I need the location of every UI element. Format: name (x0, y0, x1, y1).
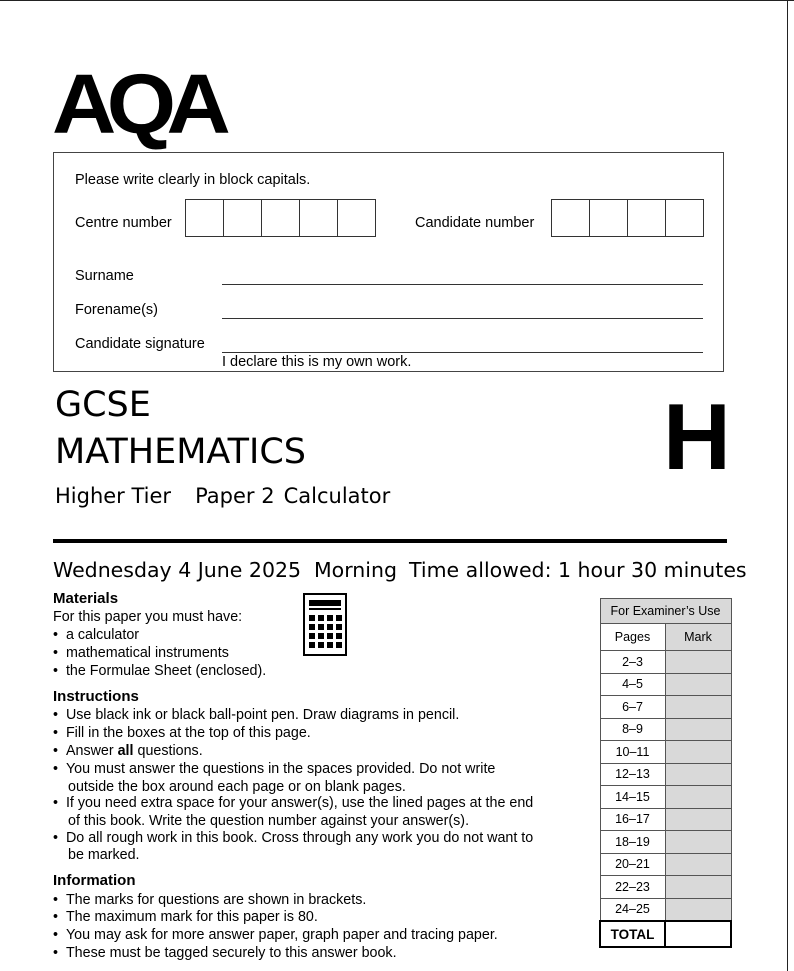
materials-item: • mathematical instruments (53, 645, 229, 661)
mark-cell[interactable] (665, 763, 731, 786)
calculator-display-bar (309, 608, 341, 610)
exam-session: Morning (314, 558, 397, 582)
instruction-item: • Do all rough work in this book. Cross through any work you do not want to (53, 830, 534, 846)
examiner-use-table (599, 598, 732, 948)
candidate-number-digit[interactable] (665, 199, 704, 237)
total-mark-cell[interactable] (665, 921, 731, 947)
pages-cell: 14–15 (600, 786, 665, 809)
tier-label: Higher Tier (55, 484, 172, 508)
centre-number-label: Centre number (75, 215, 172, 231)
information-item: • The marks for questions are shown in brackets. (53, 892, 367, 908)
mark-column-header: Mark (665, 624, 731, 651)
centre-number-digit[interactable] (261, 199, 300, 237)
instruction-item: • Answer all questions. (53, 743, 203, 759)
centre-number-digit[interactable] (185, 199, 224, 237)
exam-date: Wednesday 4 June 2025 (53, 558, 302, 582)
mark-cell[interactable] (665, 673, 731, 696)
pages-cell: 20–21 (600, 853, 665, 876)
total-label: TOTAL (600, 921, 665, 947)
subject-title: MATHEMATICS (55, 432, 307, 472)
instructions-heading: Instructions (53, 688, 139, 705)
pages-cell: 16–17 (600, 808, 665, 831)
materials-intro: For this paper you must have: (53, 609, 243, 625)
instruction-item-continued: outside the box around each page or on blank pages. (68, 779, 406, 795)
block-capitals-instruction: Please write clearly in block capitals. (75, 172, 311, 188)
page-border-top (0, 0, 794, 1)
materials-heading: Materials (53, 590, 119, 607)
pages-cell: 6–7 (600, 696, 665, 719)
materials-item: • a calculator (53, 627, 140, 643)
information-item: • The maximum mark for this paper is 80. (53, 909, 318, 925)
candidate-number-digit[interactable] (589, 199, 628, 237)
qualification-title: GCSE (55, 385, 151, 425)
aqa-logo: AQA (52, 57, 222, 151)
paper-subtitle (55, 484, 390, 508)
mark-cell[interactable] (665, 853, 731, 876)
information-heading: Information (53, 872, 136, 889)
pages-cell: 4–5 (600, 673, 665, 696)
title-divider (53, 539, 727, 543)
forename-line[interactable] (222, 318, 703, 319)
calculator-icon (303, 593, 347, 656)
mark-cell[interactable] (665, 696, 731, 719)
tier-letter: H (663, 384, 731, 489)
signature-line[interactable] (222, 352, 703, 353)
centre-number-digit[interactable] (223, 199, 262, 237)
time-allowed: Time allowed: 1 hour 30 minutes (409, 558, 747, 582)
instruction-item-continued: be marked. (68, 847, 140, 863)
mark-cell[interactable] (665, 718, 731, 741)
forename-label: Forename(s) (75, 302, 158, 318)
candidate-number-digit[interactable] (627, 199, 666, 237)
pages-cell: 22–23 (600, 876, 665, 899)
declaration-text: I declare this is my own work. (222, 354, 412, 370)
calculator-screen (309, 600, 341, 606)
information-item: • You may ask for more answer paper, graph paper and tracing paper. (53, 927, 498, 943)
mark-cell[interactable] (665, 831, 731, 854)
centre-number-boxes (185, 199, 375, 237)
pages-cell: 10–11 (600, 741, 665, 764)
candidate-number-boxes (551, 199, 703, 237)
pages-cell: 12–13 (600, 763, 665, 786)
materials-item: • the Formulae Sheet (enclosed). (53, 663, 267, 679)
mark-cell[interactable] (665, 786, 731, 809)
instruction-item: • You must answer the questions in the spaces provided. Do not write (53, 761, 496, 777)
signature-label: Candidate signature (75, 336, 205, 352)
mark-cell[interactable] (665, 876, 731, 899)
instruction-item: • If you need extra space for your answer(s), use the lined pages at the end (53, 795, 534, 811)
instruction-item-continued: of this book. Write the question number against your answer(s). (68, 813, 470, 829)
candidate-details-box (53, 152, 724, 372)
instruction-item: • Fill in the boxes at the top of this page. (53, 725, 311, 741)
centre-number-digit[interactable] (337, 199, 376, 237)
mark-cell[interactable] (665, 651, 731, 674)
mark-cell[interactable] (665, 741, 731, 764)
information-item: • These must be tagged securely to this answer book. (53, 945, 397, 961)
examiner-table-title: For Examiner’s Use (600, 599, 731, 624)
pages-cell: 8–9 (600, 718, 665, 741)
pages-column-header: Pages (600, 624, 665, 651)
page-border-right (787, 0, 788, 971)
mark-cell[interactable] (665, 808, 731, 831)
pages-cell: 18–19 (600, 831, 665, 854)
pages-cell: 2–3 (600, 651, 665, 674)
surname-label: Surname (75, 268, 134, 284)
pages-cell: 24–25 (600, 898, 665, 921)
mark-cell[interactable] (665, 898, 731, 921)
candidate-number-label: Candidate number (415, 215, 535, 231)
candidate-number-digit[interactable] (551, 199, 590, 237)
centre-number-digit[interactable] (299, 199, 338, 237)
surname-line[interactable] (222, 284, 703, 285)
instruction-item: • Use black ink or black ball-point pen. Draw diagrams in pencil. (53, 707, 460, 723)
paper-type-label: Calculator (283, 484, 391, 508)
paper-label: Paper 2 (195, 484, 275, 508)
